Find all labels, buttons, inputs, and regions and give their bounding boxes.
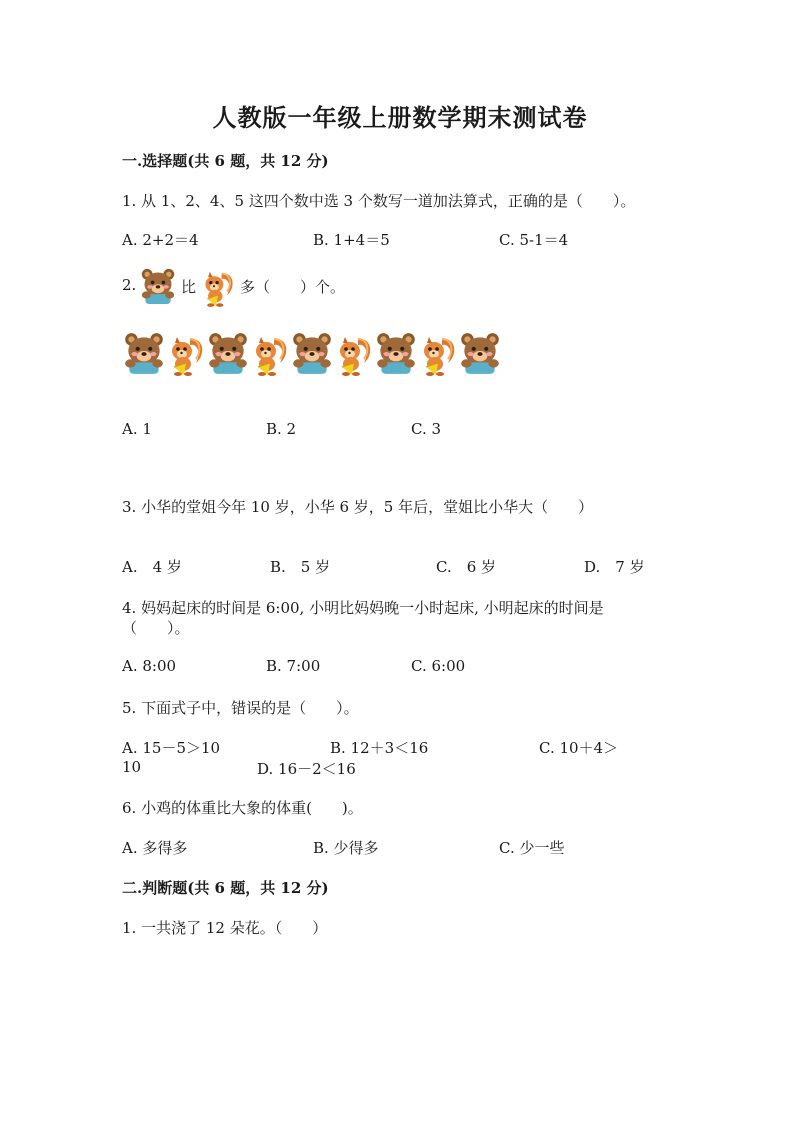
question-3-option-b[interactable]: B. 5 岁 [270, 558, 331, 576]
squirrel-icon [200, 268, 236, 308]
section-heading-choice: 一.选择题(共 6 题，共 12 分) [122, 152, 329, 170]
squirrel-icon [250, 333, 290, 377]
question-3-option-c[interactable]: C. 6 岁 [436, 558, 497, 576]
squirrel-icon [166, 333, 206, 377]
question-5-option-c-continued: 10 [122, 758, 142, 776]
question-6-option-c[interactable]: C. 少一些 [499, 839, 565, 857]
question-2-option-b[interactable]: B. 2 [266, 420, 297, 438]
question-6-option-b[interactable]: B. 少得多 [313, 839, 379, 857]
squirrel-icon [334, 333, 374, 377]
question-5-option-d[interactable]: D. 16－2＜16 [257, 760, 356, 778]
page-title: 人教版一年级上册数学期末测试卷 [212, 103, 588, 132]
bear-icon [206, 330, 250, 376]
question-4-option-a[interactable]: A. 8:00 [122, 657, 177, 675]
question-5-text: 5. 下面式子中，错误的是（ ）。 [122, 699, 359, 717]
question-5-option-b[interactable]: B. 12＋3＜16 [330, 739, 429, 757]
question-1-option-a[interactable]: A. 2+2＝4 [122, 231, 199, 249]
question-2-number: 2. [122, 276, 137, 294]
question-2-word-bi: 比 [181, 278, 197, 296]
question-2-option-a[interactable]: A. 1 [122, 420, 152, 438]
question-2-option-c[interactable]: C. 3 [411, 420, 442, 438]
section-heading-judgment: 二.判断题(共 6 题，共 12 分) [122, 879, 329, 897]
bear-icon [122, 330, 166, 376]
question-3-option-a[interactable]: A. 4 岁 [122, 558, 182, 576]
question-1-option-c[interactable]: C. 5-1＝4 [499, 231, 569, 249]
question-5-option-c[interactable]: C. 10＋4＞ [539, 739, 619, 757]
question-5-option-a[interactable]: A. 15－5＞10 [122, 739, 221, 757]
bear-icon [458, 330, 502, 376]
bear-icon [374, 330, 418, 376]
question-6-option-a[interactable]: A. 多得多 [122, 839, 188, 857]
question-3-option-d[interactable]: D. 7 岁 [584, 558, 645, 576]
question-4-option-c[interactable]: C. 6:00 [411, 657, 466, 675]
question-1-text: 1. 从 1、2、4、5 这四个数中选 3 个数写一道加法算式，正确的是（ ）。 [122, 192, 636, 210]
question-6-text: 6. 小鸡的体重比大象的体重( )。 [122, 799, 363, 817]
question-2-word-rest: 多（ ）个。 [240, 278, 346, 296]
bear-icon [140, 266, 176, 306]
question-4-text-line1: 4. 妈妈起床的时间是 6:00, 小明比妈妈晚一小时起床, 小明起床的时间是 [122, 599, 604, 617]
squirrel-icon [418, 333, 458, 377]
judgment-1-text: 1. 一共浇了 12 朵花。（ ） [122, 919, 328, 937]
question-3-text: 3. 小华的堂姐今年 10 岁，小华 6 岁，5 年后，堂姐比小华大（ ） [122, 498, 594, 516]
question-4-text-line2: （ ）。 [122, 619, 190, 637]
question-1-option-b[interactable]: B. 1+4＝5 [313, 231, 390, 249]
question-4-option-b[interactable]: B. 7:00 [266, 657, 321, 675]
bear-icon [290, 330, 334, 376]
